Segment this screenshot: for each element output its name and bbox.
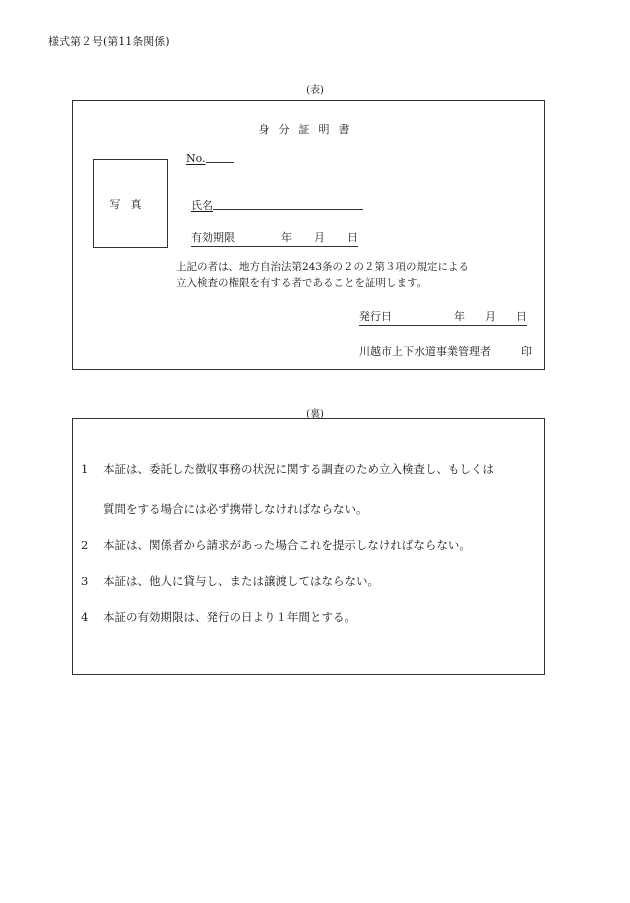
issuer-name: 川越市上下水道事業管理者 (359, 345, 491, 358)
form-number-label: 様式第２号(第11条関係) (48, 35, 170, 48)
rule-number: 1 (81, 462, 89, 476)
front-side-label: (表) (306, 85, 324, 96)
name-field (191, 197, 363, 213)
photo-label: 写真 (109, 198, 152, 211)
validity-day: 日 (347, 231, 358, 244)
issue-year: 年 (454, 310, 465, 323)
number-blank-line (206, 162, 234, 163)
id-card-front (72, 100, 545, 370)
seal-mark: 印 (521, 345, 532, 358)
number-field (186, 152, 234, 165)
rule-text: 本証の有効期限は、発行の日より１年間とする。 (103, 610, 356, 624)
photo-box (93, 159, 168, 248)
certification-line-2: 立入検査の権限を有する者であることを証明します。 (176, 277, 428, 289)
rule-text: 本証は、関係者から請求があった場合これを提示しなければならない。 (103, 538, 471, 552)
rule-number: 2 (81, 538, 89, 552)
rule-number: 3 (81, 574, 89, 588)
number-label: No. (186, 152, 206, 165)
card-title: 身分証明書 (258, 123, 359, 136)
id-card-back (72, 418, 545, 675)
issue-date-field (359, 308, 527, 326)
name-blank-line (213, 209, 363, 210)
validity-field (191, 229, 358, 247)
rule-text: 本証は、他人に貸与し、または譲渡してはならない。 (103, 574, 379, 588)
back-side-label: (裏) (306, 409, 324, 420)
rule-item (81, 537, 471, 553)
issue-date-label: 発行日 (359, 310, 392, 323)
rule-item-continuation: 質問をする場合には必ず携帯しなければならない。 (103, 502, 368, 516)
rule-number: 4 (81, 610, 89, 624)
issue-day: 日 (516, 310, 527, 323)
name-label: 氏名 (191, 199, 213, 212)
validity-year: 年 (281, 231, 292, 244)
issuer-line (359, 343, 532, 359)
certification-line-1: 上記の者は、地方自治法第243条の２の２第３項の規定による (176, 261, 470, 273)
validity-label: 有効期限 (191, 231, 235, 244)
rule-item (81, 573, 379, 589)
certification-text (176, 259, 469, 291)
rule-text: 本証は、委託した徴収事務の状況に関する調査のため立入検査し、もしくは (103, 462, 494, 476)
rule-item (81, 461, 494, 477)
rule-item (81, 609, 356, 625)
issue-month: 月 (485, 310, 496, 323)
validity-month: 月 (314, 231, 325, 244)
